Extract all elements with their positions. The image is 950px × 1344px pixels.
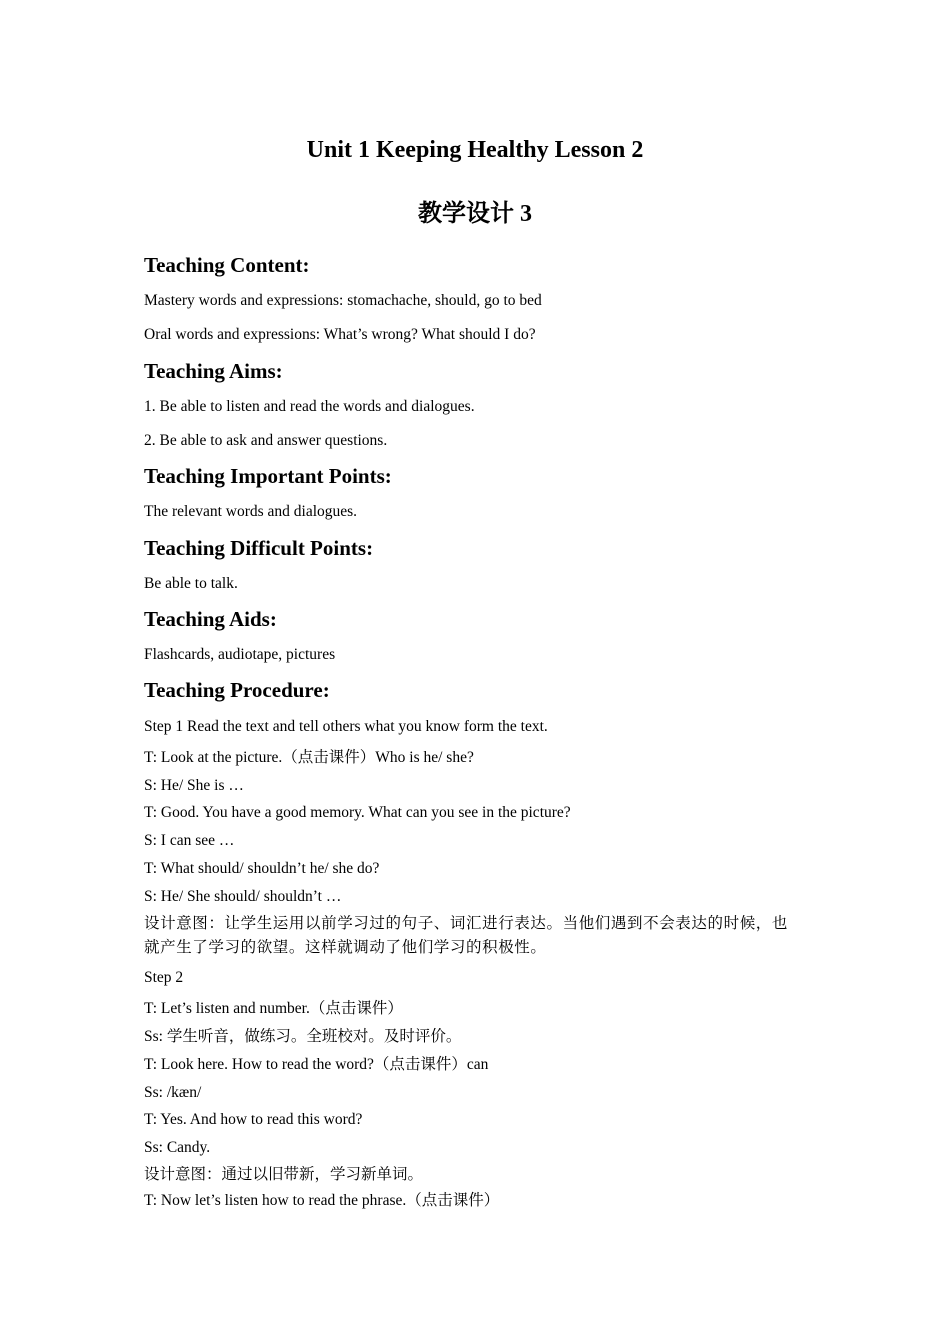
procedure-line-10: T: Let’s listen and number.（点击课件） (144, 1000, 403, 1017)
procedure-line-15: Ss: Candy. (144, 1139, 211, 1156)
procedure-line-5: S: I can see … (144, 832, 235, 849)
section-heading-procedure: Teaching Procedure: (144, 678, 330, 702)
procedure-line-11: Ss: 学生听音，做练习。全班校对。及时评价。 (144, 1028, 462, 1045)
aids-line-1: Flashcards, audiotape, pictures (144, 646, 336, 663)
design-intent-note-1: 设计意图：让学生运用以前学习过的句子、词汇进行表达。当他们遇到不会表达的时候，也就产生了学习的欲望。这样就调动了他们学习的积极性。 (144, 915, 789, 956)
procedure-line-2: T: Look at the picture.（点击课件）Who is he/ she? (144, 749, 474, 766)
section-heading-aims: Teaching Aims: (144, 359, 283, 383)
procedure-line-12: T: Look here. How to read the word?（点击课件）can (144, 1056, 489, 1073)
procedure-line-4: T: Good. You have a good memory. What can you see in the picture? (144, 804, 571, 821)
section-heading-aids: Teaching Aids: (144, 607, 277, 631)
procedure-line-6: T: What should/ shouldn’t he/ she do? (144, 860, 380, 877)
procedure-line-14: T: Yes. And how to read this word? (144, 1111, 363, 1128)
document-title: Unit 1 Keeping Healthy Lesson 2 (306, 137, 644, 163)
procedure-line-13: Ss: /kæn/ (144, 1084, 202, 1101)
section-heading-content: Teaching Content: (144, 253, 310, 277)
design-intent-note-2: 设计意图：通过以旧带新，学习新单词。 (144, 1166, 424, 1183)
content-line-2: Oral words and expressions: What’s wrong? What should I do? (144, 326, 536, 343)
aims-line-1: 1. Be able to listen and read the words and dialogues. (144, 398, 475, 415)
content-line-1: Mastery words and expressions: stomachache, should, go to bed (144, 292, 542, 309)
procedure-line-1: Step 1 Read the text and tell others what you know form the text. (144, 718, 548, 735)
section-heading-important: Teaching Important Points: (144, 464, 392, 488)
important-line-1: The relevant words and dialogues. (144, 503, 358, 520)
aims-line-2: 2. Be able to ask and answer questions. (144, 432, 388, 449)
document-subtitle: 教学设计 3 (418, 201, 532, 227)
procedure-line-3: S: He/ She is … (144, 777, 244, 794)
section-heading-difficult: Teaching Difficult Points: (144, 536, 374, 560)
procedure-line-9: Step 2 (144, 969, 184, 986)
procedure-line-7: S: He/ She should/ shouldn’t … (144, 888, 342, 905)
procedure-line-17: T: Now let’s listen how to read the phrase.（点击课件） (144, 1192, 500, 1209)
difficult-line-1: Be able to talk. (144, 575, 238, 592)
